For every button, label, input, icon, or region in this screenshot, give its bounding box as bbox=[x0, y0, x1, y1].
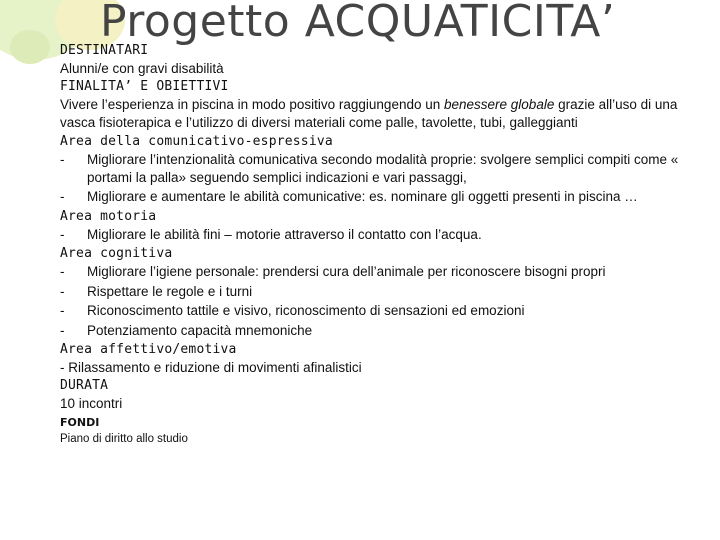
area-affettiva-heading: Area affettivo/emotiva bbox=[60, 342, 237, 357]
list-item bbox=[60, 151, 700, 186]
list-dash: - bbox=[60, 322, 65, 338]
durata-text: 10 incontri bbox=[60, 396, 123, 411]
list-item-text: Migliorare e aumentare le abilità comunicative: es. nominare gli oggetti presenti in piscina … bbox=[87, 189, 638, 204]
page-title: Progetto ACQUATICITA’ bbox=[100, 0, 616, 47]
list-item-text: Riconoscimento tattile e visivo, riconoscimento di sensazioni ed emozioni bbox=[87, 303, 525, 318]
finalita-text-emphasis: benessere globale bbox=[444, 97, 555, 112]
list-dash: - bbox=[60, 264, 65, 279]
area-motoria-heading: Area motoria bbox=[60, 208, 157, 224]
finalita-text-start: Vivere l’esperienza in piscina in modo positivo raggiungendo un bbox=[60, 97, 444, 112]
decorative-circle bbox=[10, 30, 50, 64]
list-item-text: Migliorare le abilità fini – motorie attraverso il contatto con l’acqua. bbox=[87, 226, 482, 242]
list-item bbox=[60, 188, 700, 206]
fondi-text: Piano di diritto allo studio bbox=[60, 433, 188, 445]
area-comunicativa-heading: Area della comunicativo-espressiva bbox=[60, 134, 333, 149]
list-item-text: Migliorare l’igiene personale: prendersi cura dell’animale per riconoscere bisogni propri bbox=[87, 264, 606, 279]
list-item-text: Rispettare le regole e i turni bbox=[87, 283, 253, 299]
finalita-heading: FINALITA’ E OBIETTIVI bbox=[60, 79, 229, 94]
list-item-text: Potenziamento capacità mnemoniche bbox=[87, 322, 313, 338]
list-dash: - bbox=[60, 226, 65, 242]
document-body bbox=[60, 42, 700, 447]
destinatari-heading: DESTINATARI bbox=[60, 43, 149, 58]
finalita-text bbox=[60, 96, 700, 131]
list-item bbox=[60, 226, 700, 244]
list-dash: - bbox=[60, 189, 65, 204]
list-item bbox=[60, 263, 700, 281]
finalita-text-rest: grazie all’uso di una vasca fisioterapica e l’utilizzo di diversi materiali come palle, tavolette, tubi, galleggianti bbox=[60, 97, 678, 130]
fondi-heading: FONDI bbox=[60, 416, 100, 429]
durata-heading: DURATA bbox=[60, 378, 109, 393]
area-cognitiva-heading: Area cognitiva bbox=[60, 246, 173, 261]
destinatari-text: Alunni/e con gravi disabilità bbox=[60, 61, 224, 76]
list-item bbox=[60, 322, 700, 340]
list-dash: - bbox=[60, 303, 65, 318]
list-item-text: Migliorare l’intenzionalità comunicativa secondo modalità proprie: svolgere semplici compiti come « portami la palla» seguendo semplici indicazioni e vari passaggi, bbox=[87, 152, 679, 185]
list-item bbox=[60, 302, 700, 320]
area-affettiva-text: - Rilassamento e riduzione di movimenti afinalistici bbox=[60, 360, 362, 375]
list-item bbox=[60, 283, 700, 301]
list-dash: - bbox=[60, 283, 65, 299]
list-dash: - bbox=[60, 152, 65, 167]
